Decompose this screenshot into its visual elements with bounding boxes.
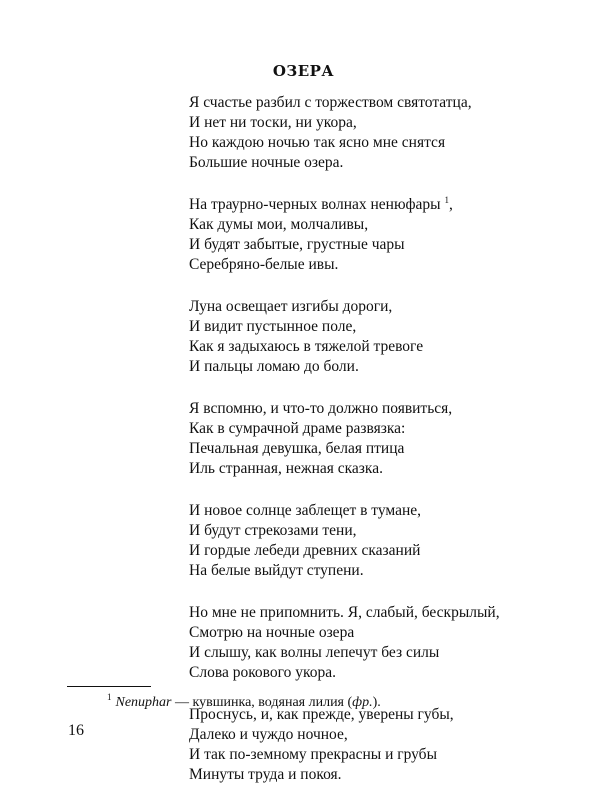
poem-line: Как думы мои, молчаливы, xyxy=(189,216,369,233)
poem-title: ОЗЕРА xyxy=(272,62,335,80)
poem-line-text: На траурно-черных волнах ненюфары xyxy=(189,196,441,213)
poem-line: Проснусь, и, как прежде, уверены губы, xyxy=(189,706,454,723)
poem-line: Я счастье разбил с торжеством святотатца, xyxy=(189,94,472,111)
poem-line: Слова рокового укора. xyxy=(189,664,336,681)
footnote-divider xyxy=(67,686,151,687)
footnote-end: ). xyxy=(372,695,381,710)
page-number: 16 xyxy=(68,722,84,739)
poem-line: И нет ни тоски, ни укора, xyxy=(189,114,357,131)
footnote-number: 1 xyxy=(107,692,112,703)
poem-line: Но каждою ночью так ясно мне снятся xyxy=(189,134,446,151)
footnote-reference: 1 xyxy=(444,194,449,205)
poem-line: И видит пустынное поле, xyxy=(189,318,357,335)
poem-line: Но мне не припомнить. Я, слабый, бескрылый, xyxy=(189,604,500,621)
poem-line: И гордые лебеди древних сказаний xyxy=(189,542,421,559)
poem-line: Как в сумрачной драме развязка: xyxy=(189,420,406,437)
poem-line: Большие ночные озера. xyxy=(189,154,344,171)
poem-line: И слышу, как волны лепечут без силы xyxy=(189,644,440,661)
poem-line: Луна освещает изгибы дороги, xyxy=(189,298,393,315)
stanza xyxy=(189,705,589,785)
poem-line: Я вспомню, и что-то должно появиться, xyxy=(189,400,453,417)
poem-line: И будут стрекозами тени, xyxy=(189,522,357,539)
footnote-term: Nenuphar xyxy=(115,695,172,710)
footnote-language: фр. xyxy=(352,695,373,710)
stanza xyxy=(189,297,589,377)
poem-line: Иль странная, нежная сказка. xyxy=(189,460,383,477)
poem-line: И так по-земному прекрасны и грубы xyxy=(189,746,437,763)
footnote-text: — кувшинка, водяная лилия ( xyxy=(171,695,353,710)
stanza xyxy=(189,399,589,479)
footnote xyxy=(107,694,381,712)
stanza xyxy=(189,603,589,683)
poem-line: Смотрю на ночные озера xyxy=(189,624,355,641)
stanza xyxy=(189,195,589,275)
poem-line: Печальная девушка, белая птица xyxy=(189,440,405,457)
footnote-reference-comma: , xyxy=(448,196,453,213)
poem-line: И будят забытые, грустные чары xyxy=(189,236,405,253)
poem-line: Как я задыхаюсь в тяжелой тревоге xyxy=(189,338,424,355)
poem-line: Серебряно-белые ивы. xyxy=(189,256,339,273)
poem-line: На белые выйдут ступени. xyxy=(189,562,364,579)
stanza xyxy=(189,93,589,173)
poem-line: Минуты труда и покоя. xyxy=(189,766,342,783)
poem-line: И новое солнце заблещет в тумане, xyxy=(189,502,422,519)
poem-line-with-footnote xyxy=(189,195,589,215)
poem-line: Далеко и чуждо ночное, xyxy=(189,726,348,743)
stanza xyxy=(189,501,589,581)
poem-line: И пальцы ломаю до боли. xyxy=(189,358,359,375)
